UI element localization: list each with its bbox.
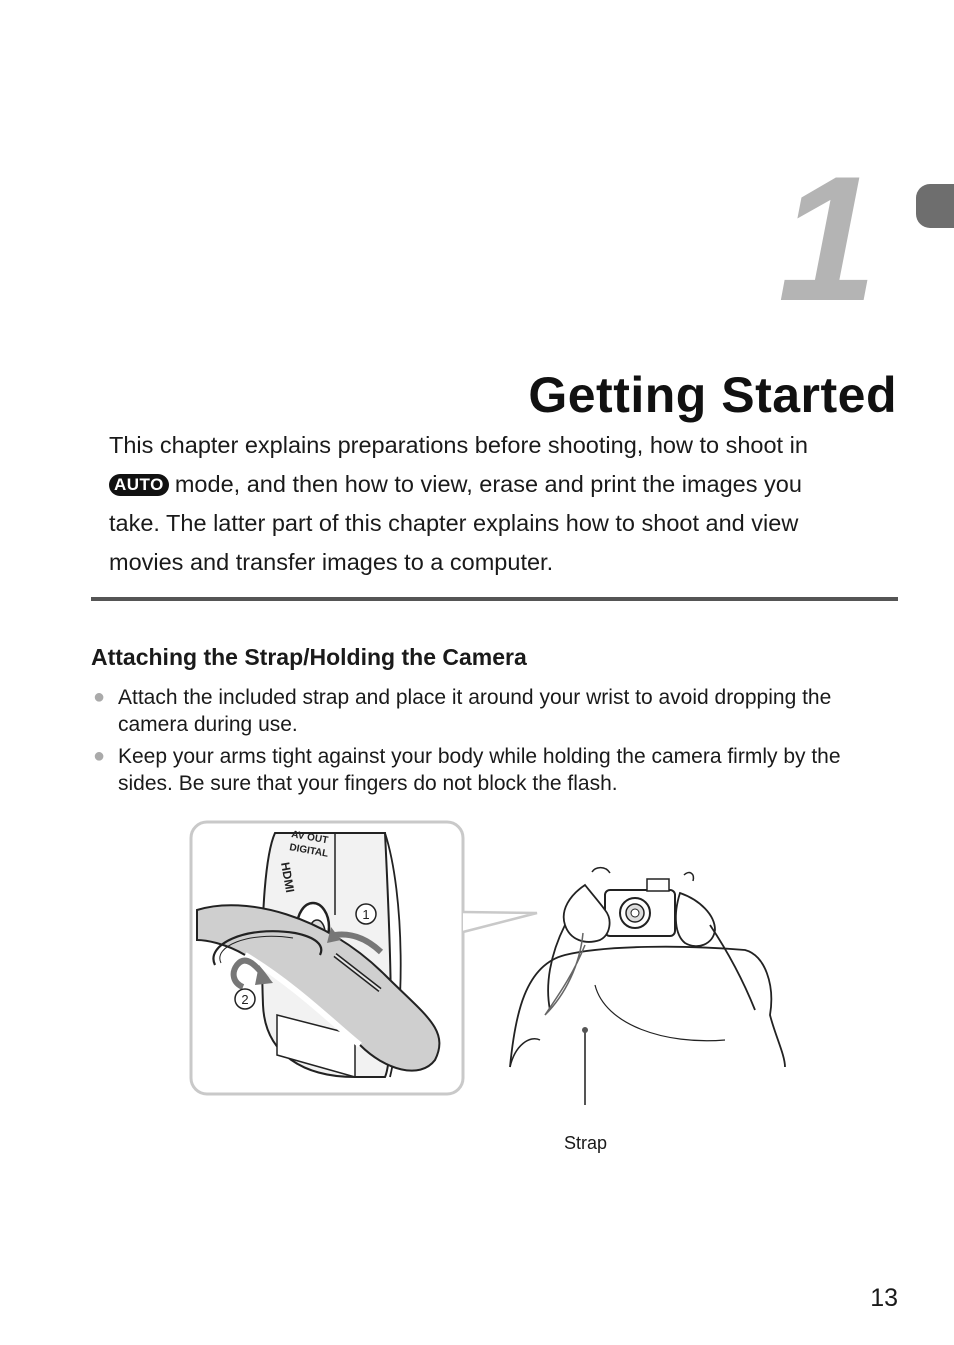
port-label-digital: DIGITAL: [288, 842, 330, 860]
strap-leader-dot: [582, 1027, 588, 1033]
step-1-marker: 1: [362, 907, 370, 922]
bullet-list: [91, 684, 901, 802]
page-title: Getting Started: [528, 367, 897, 423]
section-heading: Attaching the Strap/Holding the Camera: [91, 644, 527, 670]
strap-label: Strap: [564, 1133, 608, 1153]
intro-paragraph: [109, 426, 909, 582]
bullet-text: Attach the included strap and place it around your wrist to avoid dropping the camera during use.: [118, 686, 832, 736]
chapter-tab: [916, 184, 954, 228]
port-label-top: AV OUT: [290, 829, 329, 847]
hdmi-label: HDMI: [278, 861, 298, 894]
person-holding-camera-illustration: [510, 868, 785, 1105]
intro-line-4: movies and transfer images to a computer.: [109, 549, 554, 575]
auto-mode-icon: AUTO: [109, 474, 169, 496]
step-2-marker: 2: [241, 992, 249, 1007]
strap-illustration: [185, 815, 805, 1105]
wrist-strap-illustration: [545, 933, 585, 1015]
page-number: 13: [870, 1284, 898, 1312]
strap-attachment-inset: [191, 822, 537, 1094]
list-item: [91, 743, 901, 797]
intro-line-2: mode, and then how to view, erase and print the images you: [174, 471, 802, 497]
chapter-number: 1: [778, 139, 873, 338]
section-divider: [91, 597, 898, 601]
intro-line-1: This chapter explains preparations before shooting, how to shoot in: [109, 432, 808, 458]
bullet-icon: ●: [93, 745, 106, 767]
bullet-text: Keep your arms tight against your body while holding the camera firmly by the sides. Be sure that your fingers do not block the flash.: [118, 745, 841, 795]
list-item: [91, 684, 901, 738]
intro-line-3: take. The latter part of this chapter explains how to shoot and view: [109, 510, 799, 536]
bullet-icon: ●: [93, 686, 106, 708]
